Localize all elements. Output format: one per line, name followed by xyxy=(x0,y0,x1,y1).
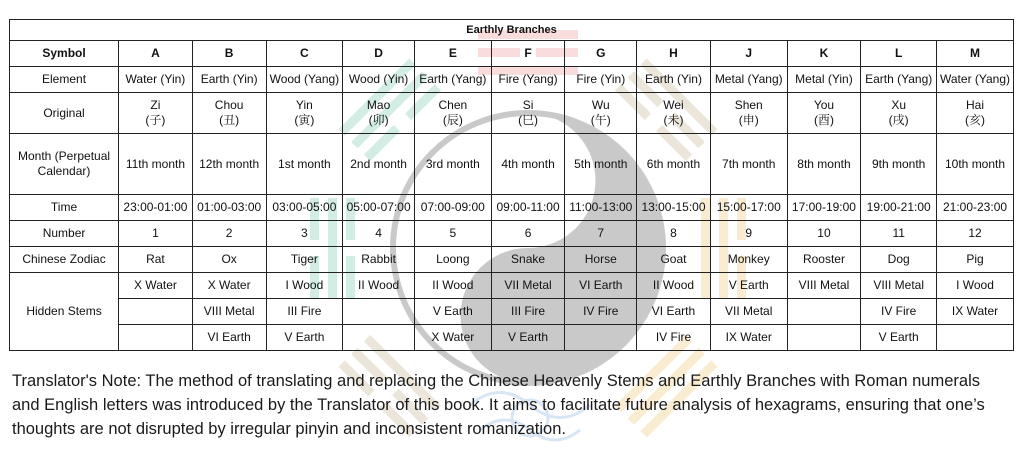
hidden-stems-row xyxy=(10,325,1014,351)
hidden-stem-cell xyxy=(787,299,861,325)
original-hanzi: (辰) xyxy=(442,113,463,127)
time-cell: 01:00-03:00 xyxy=(192,195,266,221)
hidden-stem-cell xyxy=(343,325,415,351)
original-hanzi: (酉) xyxy=(813,113,834,127)
column-header: H xyxy=(637,41,711,67)
hidden-stem-cell: IV Fire xyxy=(861,299,937,325)
original-hanzi: (亥) xyxy=(965,113,986,127)
row-label-hidden-stems: Hidden Stems xyxy=(10,273,119,351)
column-header: B xyxy=(192,41,266,67)
zodiac-cell: Rooster xyxy=(787,247,861,273)
table-title: Earthly Branches xyxy=(10,20,1014,41)
original-cell xyxy=(937,93,1014,134)
number-cell: 6 xyxy=(491,221,565,247)
hidden-stem-cell: VII Metal xyxy=(491,273,565,299)
element-cell: Earth (Yin) xyxy=(192,67,266,93)
time-cell: 03:00-05:00 xyxy=(266,195,343,221)
earthly-branches-table xyxy=(9,19,1014,351)
hidden-stem-cell: VI Earth xyxy=(192,325,266,351)
row-label-month: Month (Perpetual Calendar) xyxy=(10,134,119,195)
element-cell: Metal (Yin) xyxy=(787,67,861,93)
column-header: E xyxy=(414,41,491,67)
month-cell: 1st month xyxy=(266,134,343,195)
zodiac-cell: Horse xyxy=(565,247,637,273)
element-cell: Metal (Yang) xyxy=(710,67,787,93)
hidden-stem-cell: V Earth xyxy=(861,325,937,351)
month-cell: 7th month xyxy=(710,134,787,195)
hidden-stem-cell: IX Water xyxy=(937,299,1014,325)
hidden-stem-cell: II Wood xyxy=(637,273,711,299)
column-header: K xyxy=(787,41,861,67)
number-cell: 8 xyxy=(637,221,711,247)
hidden-stem-cell: IV Fire xyxy=(637,325,711,351)
original-pinyin: Yin xyxy=(295,98,313,112)
hidden-stem-cell: IX Water xyxy=(710,325,787,351)
hidden-stem-cell: III Fire xyxy=(266,299,343,325)
number-cell: 4 xyxy=(343,221,415,247)
original-cell xyxy=(710,93,787,134)
number-row xyxy=(10,221,1014,247)
zodiac-cell: Rabbit xyxy=(343,247,415,273)
original-pinyin: Chou xyxy=(214,98,244,112)
hidden-stem-cell xyxy=(119,299,193,325)
time-cell: 15:00-17:00 xyxy=(710,195,787,221)
row-label-number: Number xyxy=(10,221,119,247)
original-hanzi: (寅) xyxy=(294,113,315,127)
time-cell: 07:00-09:00 xyxy=(414,195,491,221)
original-hanzi: (未) xyxy=(663,113,684,127)
hidden-stem-cell: I Wood xyxy=(937,273,1014,299)
column-header: J xyxy=(710,41,787,67)
original-cell xyxy=(343,93,415,134)
hidden-stem-cell: II Wood xyxy=(414,273,491,299)
element-cell: Fire (Yin) xyxy=(565,67,637,93)
original-cell xyxy=(787,93,861,134)
row-label-element: Element xyxy=(10,67,119,93)
original-pinyin: Wu xyxy=(591,98,610,112)
original-pinyin: Wei xyxy=(663,98,684,112)
hidden-stem-cell: VI Earth xyxy=(565,273,637,299)
number-cell: 9 xyxy=(710,221,787,247)
zodiac-cell: Tiger xyxy=(266,247,343,273)
zodiac-cell: Goat xyxy=(637,247,711,273)
number-cell: 11 xyxy=(861,221,937,247)
element-cell: Earth (Yin) xyxy=(637,67,711,93)
column-header: F xyxy=(491,41,565,67)
row-label-original: Original xyxy=(10,93,119,134)
number-cell: 5 xyxy=(414,221,491,247)
hidden-stem-cell: VIII Metal xyxy=(787,273,861,299)
month-cell: 8th month xyxy=(787,134,861,195)
original-cell xyxy=(414,93,491,134)
original-hanzi: (丑) xyxy=(219,113,240,127)
original-pinyin: You xyxy=(813,98,835,112)
time-cell: 21:00-23:00 xyxy=(937,195,1014,221)
time-cell: 11:00-13:00 xyxy=(565,195,637,221)
hidden-stem-cell xyxy=(119,325,193,351)
original-pinyin: Shen xyxy=(734,98,763,112)
hidden-stem-cell: I Wood xyxy=(266,273,343,299)
original-cell xyxy=(637,93,711,134)
month-cell: 3rd month xyxy=(414,134,491,195)
number-cell: 12 xyxy=(937,221,1014,247)
original-cell xyxy=(861,93,937,134)
earthly-branches-table-container xyxy=(9,19,1014,351)
time-row xyxy=(10,195,1014,221)
month-cell: 5th month xyxy=(565,134,637,195)
number-cell: 2 xyxy=(192,221,266,247)
element-cell: Water (Yin) xyxy=(119,67,193,93)
original-hanzi: (巳) xyxy=(518,113,539,127)
element-cell: Wood (Yang) xyxy=(266,67,343,93)
number-cell: 7 xyxy=(565,221,637,247)
hidden-stem-cell xyxy=(787,325,861,351)
element-cell: Earth (Yang) xyxy=(861,67,937,93)
hidden-stem-cell: X Water xyxy=(414,325,491,351)
element-cell: Wood (Yin) xyxy=(343,67,415,93)
element-cell: Earth (Yang) xyxy=(414,67,491,93)
element-cell: Water (Yang) xyxy=(937,67,1014,93)
hidden-stem-cell: VII Metal xyxy=(710,299,787,325)
column-header: G xyxy=(565,41,637,67)
time-cell: 13:00-15:00 xyxy=(637,195,711,221)
hidden-stem-cell: VIII Metal xyxy=(861,273,937,299)
time-cell: 23:00-01:00 xyxy=(119,195,193,221)
column-header: A xyxy=(119,41,193,67)
original-hanzi: (午) xyxy=(590,113,611,127)
time-cell: 05:00-07:00 xyxy=(343,195,415,221)
month-cell: 10th month xyxy=(937,134,1014,195)
hidden-stem-cell: V Earth xyxy=(491,325,565,351)
original-pinyin: Chen xyxy=(438,98,468,112)
hidden-stem-cell: V Earth xyxy=(710,273,787,299)
number-cell: 10 xyxy=(787,221,861,247)
hidden-stems-row xyxy=(10,273,1014,299)
number-cell: 3 xyxy=(266,221,343,247)
original-cell xyxy=(119,93,193,134)
hidden-stem-cell: VI Earth xyxy=(637,299,711,325)
original-pinyin: Hai xyxy=(966,98,985,112)
zodiac-cell: Snake xyxy=(491,247,565,273)
hidden-stem-cell xyxy=(565,325,637,351)
time-cell: 19:00-21:00 xyxy=(861,195,937,221)
month-cell: 4th month xyxy=(491,134,565,195)
original-cell xyxy=(491,93,565,134)
row-label-symbol: Symbol xyxy=(10,41,119,67)
original-hanzi: (申) xyxy=(738,113,759,127)
original-pinyin: Zi xyxy=(150,98,161,112)
month-cell: 2nd month xyxy=(343,134,415,195)
hidden-stem-cell xyxy=(937,325,1014,351)
original-cell xyxy=(266,93,343,134)
time-cell: 09:00-11:00 xyxy=(491,195,565,221)
number-cell: 1 xyxy=(119,221,193,247)
original-cell xyxy=(565,93,637,134)
original-pinyin: Xu xyxy=(891,98,907,112)
month-cell: 12th month xyxy=(192,134,266,195)
hidden-stems-row xyxy=(10,299,1014,325)
zodiac-cell: Rat xyxy=(119,247,193,273)
element-cell: Fire (Yang) xyxy=(491,67,565,93)
month-cell: 11th month xyxy=(119,134,193,195)
original-cell xyxy=(192,93,266,134)
hidden-stem-cell: V Earth xyxy=(414,299,491,325)
month-cell: 6th month xyxy=(637,134,711,195)
hidden-stem-cell: X Water xyxy=(192,273,266,299)
row-label-zodiac: Chinese Zodiac xyxy=(10,247,119,273)
element-row xyxy=(10,67,1014,93)
hidden-stem-cell: V Earth xyxy=(266,325,343,351)
hidden-stem-cell: III Fire xyxy=(491,299,565,325)
column-header: L xyxy=(861,41,937,67)
hidden-stem-cell: VIII Metal xyxy=(192,299,266,325)
column-header: M xyxy=(937,41,1014,67)
hidden-stem-cell: IV Fire xyxy=(565,299,637,325)
column-header: D xyxy=(343,41,415,67)
zodiac-cell: Ox xyxy=(192,247,266,273)
original-pinyin: Si xyxy=(522,98,534,112)
month-cell: 9th month xyxy=(861,134,937,195)
hidden-stem-cell: X Water xyxy=(119,273,193,299)
symbol-row xyxy=(10,41,1014,67)
hidden-stem-cell xyxy=(343,299,415,325)
hidden-stem-cell: II Wood xyxy=(343,273,415,299)
zodiac-cell: Dog xyxy=(861,247,937,273)
translator-note: Translator's Note: The method of translating and replacing the Chinese Heavenly Stems and Earthly Branches with Roman numerals and English letters was introduced by the Translator of this book. It aims to facilitate future analysis of hexagrams, ensuring that one’s thoughts are not disrupted by irregular pinyin and inconsistent romanization. xyxy=(12,372,985,438)
zodiac-cell: Pig xyxy=(937,247,1014,273)
zodiac-cell: Monkey xyxy=(710,247,787,273)
table-title-row xyxy=(10,20,1014,41)
month-row xyxy=(10,134,1014,195)
zodiac-cell: Loong xyxy=(414,247,491,273)
column-header: C xyxy=(266,41,343,67)
original-hanzi: (戌) xyxy=(888,113,909,127)
original-hanzi: (卯) xyxy=(368,113,389,127)
original-pinyin: Mao xyxy=(366,98,391,112)
time-cell: 17:00-19:00 xyxy=(787,195,861,221)
original-row xyxy=(10,93,1014,134)
original-hanzi: (子) xyxy=(145,113,166,127)
row-label-time: Time xyxy=(10,195,119,221)
zodiac-row xyxy=(10,247,1014,273)
